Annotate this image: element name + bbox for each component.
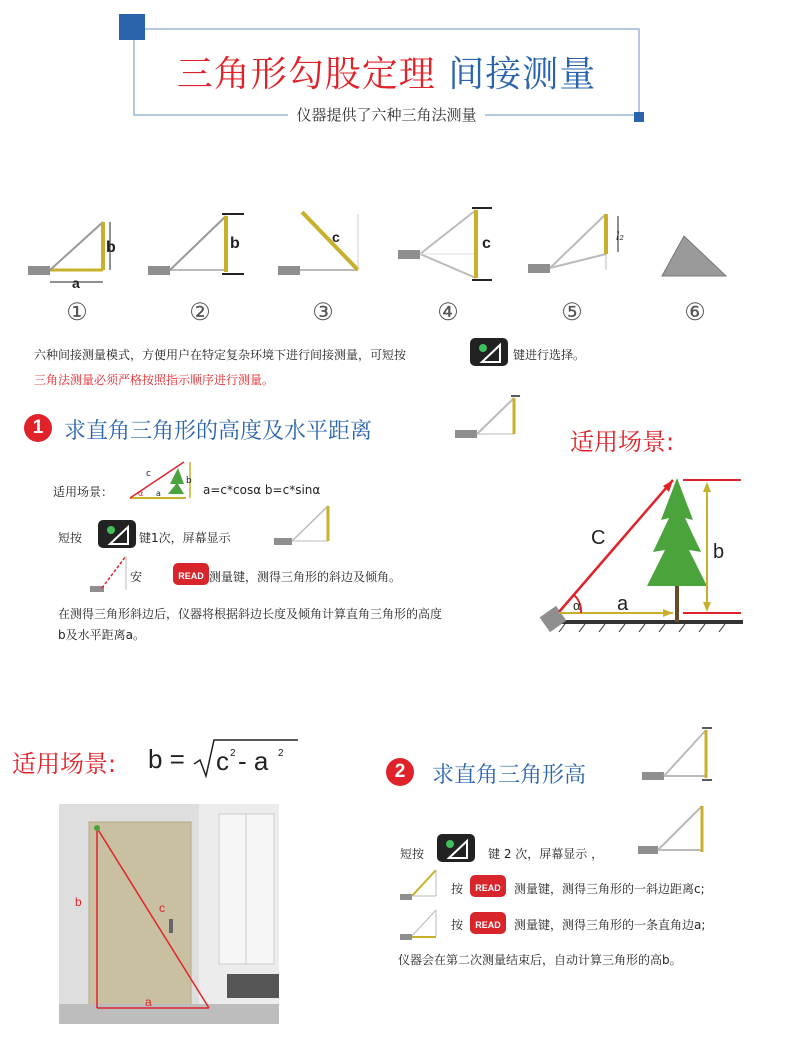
section-1-step2-label: 安: [130, 570, 143, 584]
section-1-badge: 1: [24, 414, 52, 442]
svg-text:a: a: [156, 489, 161, 498]
read-key-icon: READ: [173, 563, 209, 585]
section-2-step3-text: 测量键，测得三角形的一条直角边a;: [514, 918, 706, 932]
scene-2-formula: [148, 744, 185, 775]
section-2-step2-text: 测量键，测得三角形的一斜边距离c;: [514, 882, 705, 896]
svg-text:a: a: [145, 995, 152, 1009]
formula-radical: [192, 738, 300, 778]
svg-text:b: b: [713, 541, 725, 563]
scene-2-title: 适用场景:: [12, 750, 117, 778]
svg-text:b: b: [106, 239, 116, 256]
page-title-blue: 间接测量: [448, 54, 597, 95]
page-subtitle: [133, 104, 640, 125]
svg-text:2: 2: [230, 748, 236, 759]
intro-text-end: 键进行选择。: [513, 348, 586, 362]
svg-text:l₂: l₂: [616, 230, 624, 243]
method-label-1: ①: [66, 298, 88, 326]
svg-text:c: c: [332, 229, 340, 245]
method-label-6: ⑥: [684, 298, 706, 326]
svg-text:b: b: [230, 235, 240, 252]
section-1-formula: a=c*cosα b=c*sinα: [203, 483, 321, 497]
method-2-diagram: [148, 214, 244, 275]
svg-text:c: c: [159, 901, 165, 915]
section-1-scene-label: 适用场景：: [53, 485, 114, 499]
svg-text:c: c: [146, 469, 151, 479]
method-6-triangle: [662, 236, 726, 276]
method-label-3: ③: [312, 298, 334, 326]
page-title-red: 三角形勾股定理: [176, 54, 436, 95]
methods-diagram: [20, 200, 740, 295]
section-1-method-icon: [452, 392, 527, 442]
section-2-leg-icon: [398, 906, 440, 946]
svg-text:a: a: [72, 275, 80, 291]
scene-2-room-image: [59, 804, 279, 1024]
warning-text: 三角法测量必须严格按照指示顺序进行测量。: [34, 373, 275, 387]
section-2-method-icon: [640, 724, 718, 786]
svg-text:b: b: [75, 895, 82, 909]
svg-text:2: 2: [278, 748, 284, 759]
section-1-step1-text: 键1次，屏幕显示: [139, 531, 231, 545]
page-title: [133, 46, 640, 97]
formula-left: b =: [148, 744, 185, 774]
scene-2-door: [89, 822, 191, 1020]
section-1-title: 求直角三角形的高度及水平距离: [64, 419, 373, 444]
page-subtitle-text: 仪器提供了六种三角法测量: [288, 106, 484, 124]
svg-text:b: b: [186, 476, 192, 486]
function-key-icon: [98, 520, 136, 548]
section-2-step1-text: 键 2 次，屏幕显示 ，: [488, 847, 604, 861]
method-label-2: ②: [189, 298, 211, 326]
method-5-diagram: [528, 214, 624, 273]
section-1-description: 在测得三角形斜边后，仪器将根据斜边长度及倾角计算直角三角形的高度b及水平距离a。: [58, 607, 443, 642]
intro-text: 六种间接测量模式，方便用户在特定复杂环境下进行间接测量，可短按: [34, 348, 407, 362]
svg-text:α: α: [573, 598, 581, 613]
read-key-icon: READ: [470, 912, 506, 934]
section-2-step3-label: 按: [451, 918, 464, 932]
section-1-step2-text: 测量键，测得三角形的斜边及倾角。: [209, 570, 402, 584]
svg-text:c: c: [482, 235, 491, 252]
method-label-5: ⑤: [561, 298, 583, 326]
section-2-hypotenuse-icon: [398, 866, 440, 906]
method-1-diagram: [28, 222, 116, 291]
section-2-description: 仪器会在第二次测量结束后，自动计算三角形的高b。: [398, 953, 682, 967]
section-1-display-icon: [272, 500, 334, 548]
method-label-4: ④: [437, 298, 459, 326]
function-key-icon: [470, 338, 508, 366]
scene-1-title: 适用场景:: [570, 428, 675, 456]
function-key-icon: [437, 834, 475, 862]
svg-text:α: α: [138, 489, 144, 498]
section-1-hypotenuse-icon: [88, 550, 132, 596]
read-key-icon: READ: [470, 875, 506, 897]
method-3-diagram: [278, 212, 358, 275]
section-1-mini-diagram: [126, 456, 202, 504]
method-4-diagram: [398, 208, 492, 280]
svg-text:a: a: [617, 593, 629, 615]
device-icon: [28, 266, 50, 275]
scene-1-diagram: [535, 470, 755, 640]
svg-text:C: C: [591, 527, 606, 549]
title-block: [133, 28, 640, 128]
svg-text:c: c: [216, 746, 229, 776]
section-2-badge: 2: [386, 758, 414, 786]
section-2-display-icon: [636, 800, 710, 860]
section-1-step1-label: 短按: [58, 531, 83, 545]
section-2-step2-label: 按: [451, 882, 464, 896]
section-2-title: 求直角三角形高: [432, 763, 587, 788]
svg-text:- a: - a: [238, 746, 269, 776]
section-2-step1-label: 短按: [400, 847, 425, 861]
